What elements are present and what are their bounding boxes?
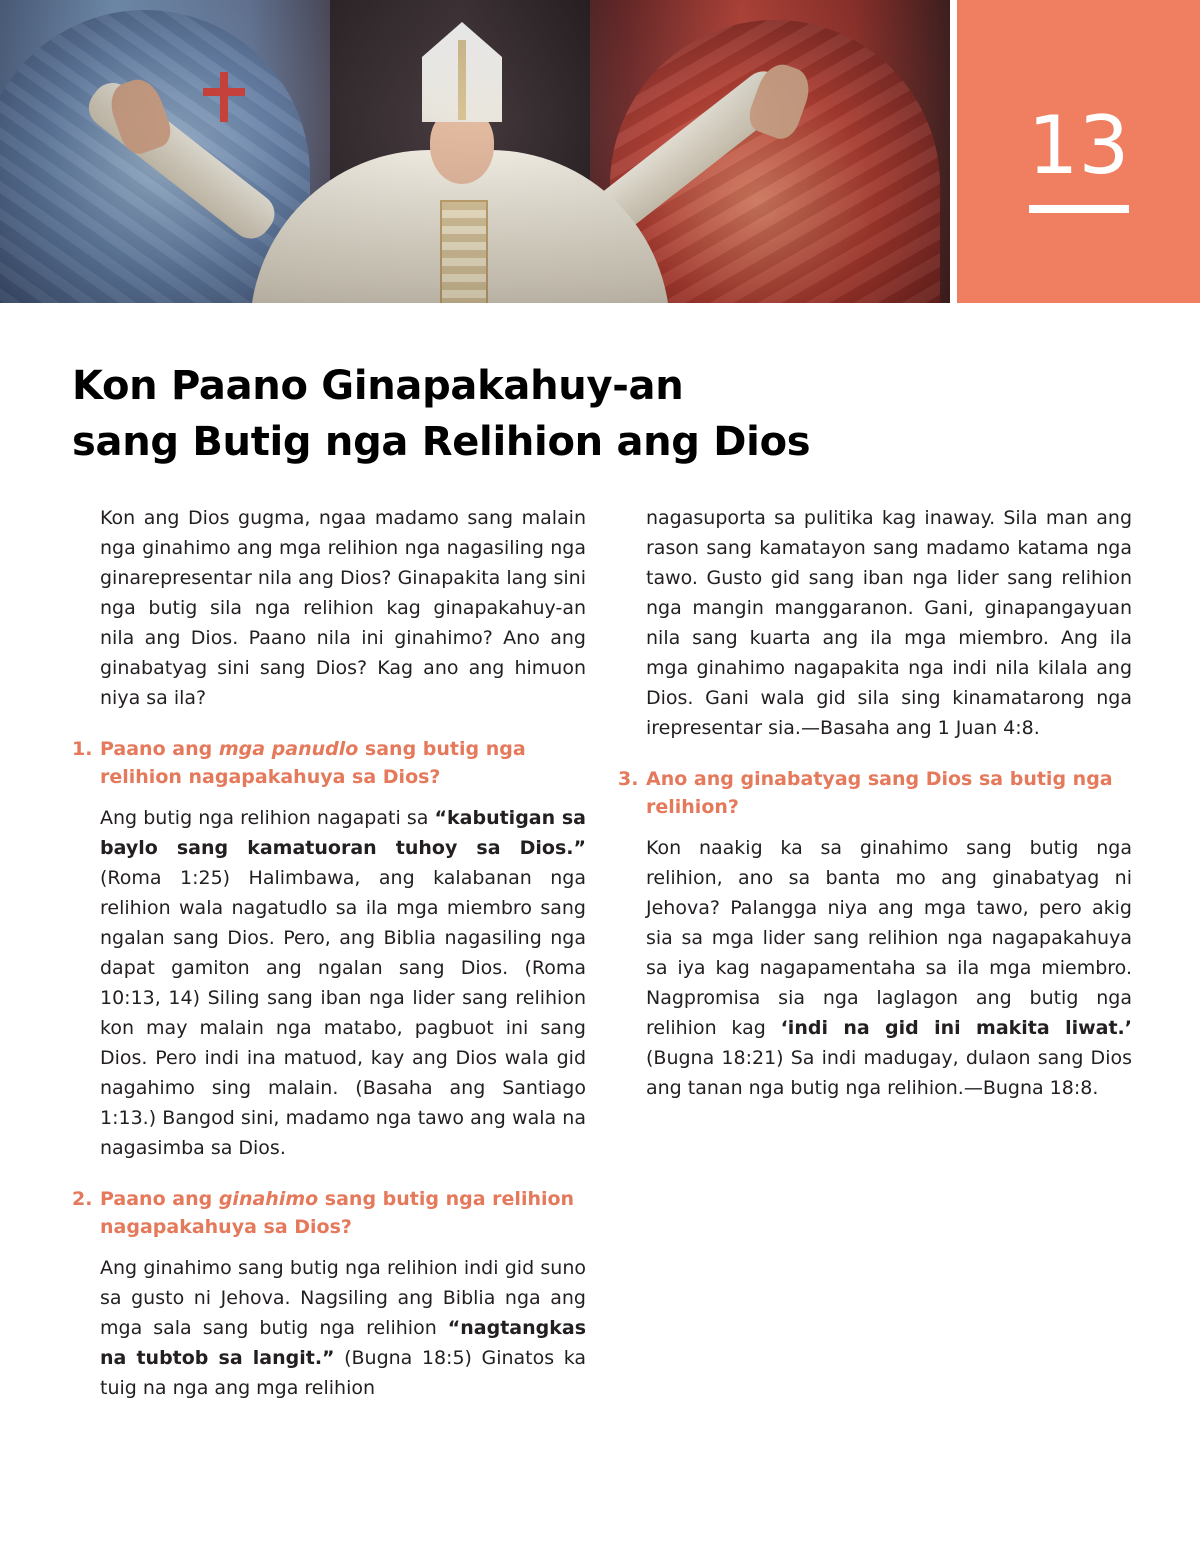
hero-shade bbox=[0, 0, 950, 303]
question-2-emphasis: ginahimo bbox=[218, 1188, 319, 1210]
answer-2-quote: “nagtangkas na tubtob sa langit.” bbox=[100, 1317, 586, 1369]
answer-1-text-b: (Roma 1:25) Halimbawa, ang kalabanan nga relihion wala nagatudlo sa ila mga miembro sang ngalan sang Dios. Pero, ang Biblia nagasiling nga dapat gamiton ang ngalan sang Dios. (Roma 10:13, 14) Siling sang iban nga lider sang relihion kon may malain nga matabo, pagbuot ini sang Dios. Pero indi ina matuod, kay ang Dios wala gid nagahimo sing malain. (Basaha ang Santiago 1:13.) Bangod sini, madamo nga tawo ang wala na nagasimba sa Dios. bbox=[100, 867, 586, 1159]
question-2-text-a: Paano ang bbox=[100, 1188, 219, 1210]
chapter-rule bbox=[1029, 205, 1129, 213]
answer-2-text-b: (Bugna 18:5) Ginatos ka tuig na nga ang mga relihion bbox=[100, 1347, 587, 1399]
question-1-emphasis: mga panudlo bbox=[218, 738, 359, 760]
title-line-2: sang Butig nga Relihion ang Dios bbox=[72, 419, 811, 465]
question-3-text: Ano ang ginabatyag sang Dios sa butig nga relihion? bbox=[646, 768, 1113, 818]
hero-image bbox=[0, 0, 950, 303]
answer-2-continuation: nagasuporta sa pulitika kag inaway. Sila man ang rason sang kamatayon sang madamo katama nga tawo. Gusto gid sang iban nga lider sang relihion nga mangin manggaranon. Gani, ginapangayuan nila sang kuarta ang ila mga miembro. Ang ila mga ginahimo nagapakita nga indi nila kilala ang Dios. Gani wala gid sila sing kinamatarong nga irepresentar sia.—Basaha ang 1 Juan 4:8. bbox=[646, 507, 1132, 739]
chapter-badge bbox=[957, 0, 1200, 303]
page-title bbox=[72, 358, 972, 470]
question-2-number: 2. bbox=[72, 1188, 93, 1210]
column-right bbox=[618, 503, 1132, 1103]
question-1-text-b: sang butig nga relihion nagapakahuya sa Dios? bbox=[100, 738, 526, 788]
answer-3-paragraph bbox=[646, 833, 1132, 1103]
answer-2-paragraph bbox=[100, 1253, 586, 1403]
answer-1-quote: “kabutigan sa baylo sang kamatuoran tuhoy sa Dios.” bbox=[100, 807, 586, 859]
question-3-number: 3. bbox=[618, 768, 639, 790]
question-1-number: 1. bbox=[72, 738, 93, 760]
question-1 bbox=[72, 735, 586, 791]
answer-1-text-a: Ang butig nga relihion nagapati sa bbox=[100, 807, 435, 829]
answer-1-paragraph bbox=[100, 803, 586, 1163]
answer-3-text-a: Kon naakig ka sa ginahimo sang butig nga relihion, ano sa banta mo ang ginabatyag ni Jehova? Palangga niya ang mga tawo, pero akig sia sa mga lider sang relihion nga nagapakahuya sa iya kag nagapamentaha sa ila mga miembro. Nagpromisa sia nga laglagon ang butig nga relihion kag bbox=[646, 837, 1132, 1039]
question-1-text-a: Paano ang bbox=[100, 738, 219, 760]
answer-3-text-b: (Bugna 18:21) Sa indi madugay, dulaon sang Dios ang tanan nga butig nga relihion.—Bugna 18:8. bbox=[646, 1047, 1132, 1099]
title-line-1: Kon Paano Ginapakahuy-an bbox=[72, 363, 684, 409]
question-3 bbox=[618, 765, 1132, 821]
question-2 bbox=[72, 1185, 586, 1241]
chapter-number: 13 bbox=[1027, 99, 1130, 192]
column-left bbox=[72, 503, 587, 1403]
intro-paragraph: Kon ang Dios gugma, ngaa madamo sang malain nga ginahimo ang mga relihion nga nagasiling nga ginarepresentar nila ang Dios? Ginapakita lang sini nga butig sila nga relihion kag ginapakahuy-an nila ang Dios. Paano nila ini ginahimo? Ano ang ginabatyag sini sang Dios? Kag ano ang himuon niya sa ila? bbox=[100, 507, 586, 709]
answer-2-text-a: Ang ginahimo sang butig nga relihion indi gid suno sa gusto ni Jehova. Nagsiling ang Biblia nga ang mga sala sang butig nga relihion bbox=[100, 1257, 586, 1339]
question-2-text-b: sang butig nga relihion nagapakahuya sa Dios? bbox=[100, 1188, 575, 1238]
answer-3-quote: ‘indi na gid ini makita liwat.’ bbox=[780, 1017, 1132, 1039]
